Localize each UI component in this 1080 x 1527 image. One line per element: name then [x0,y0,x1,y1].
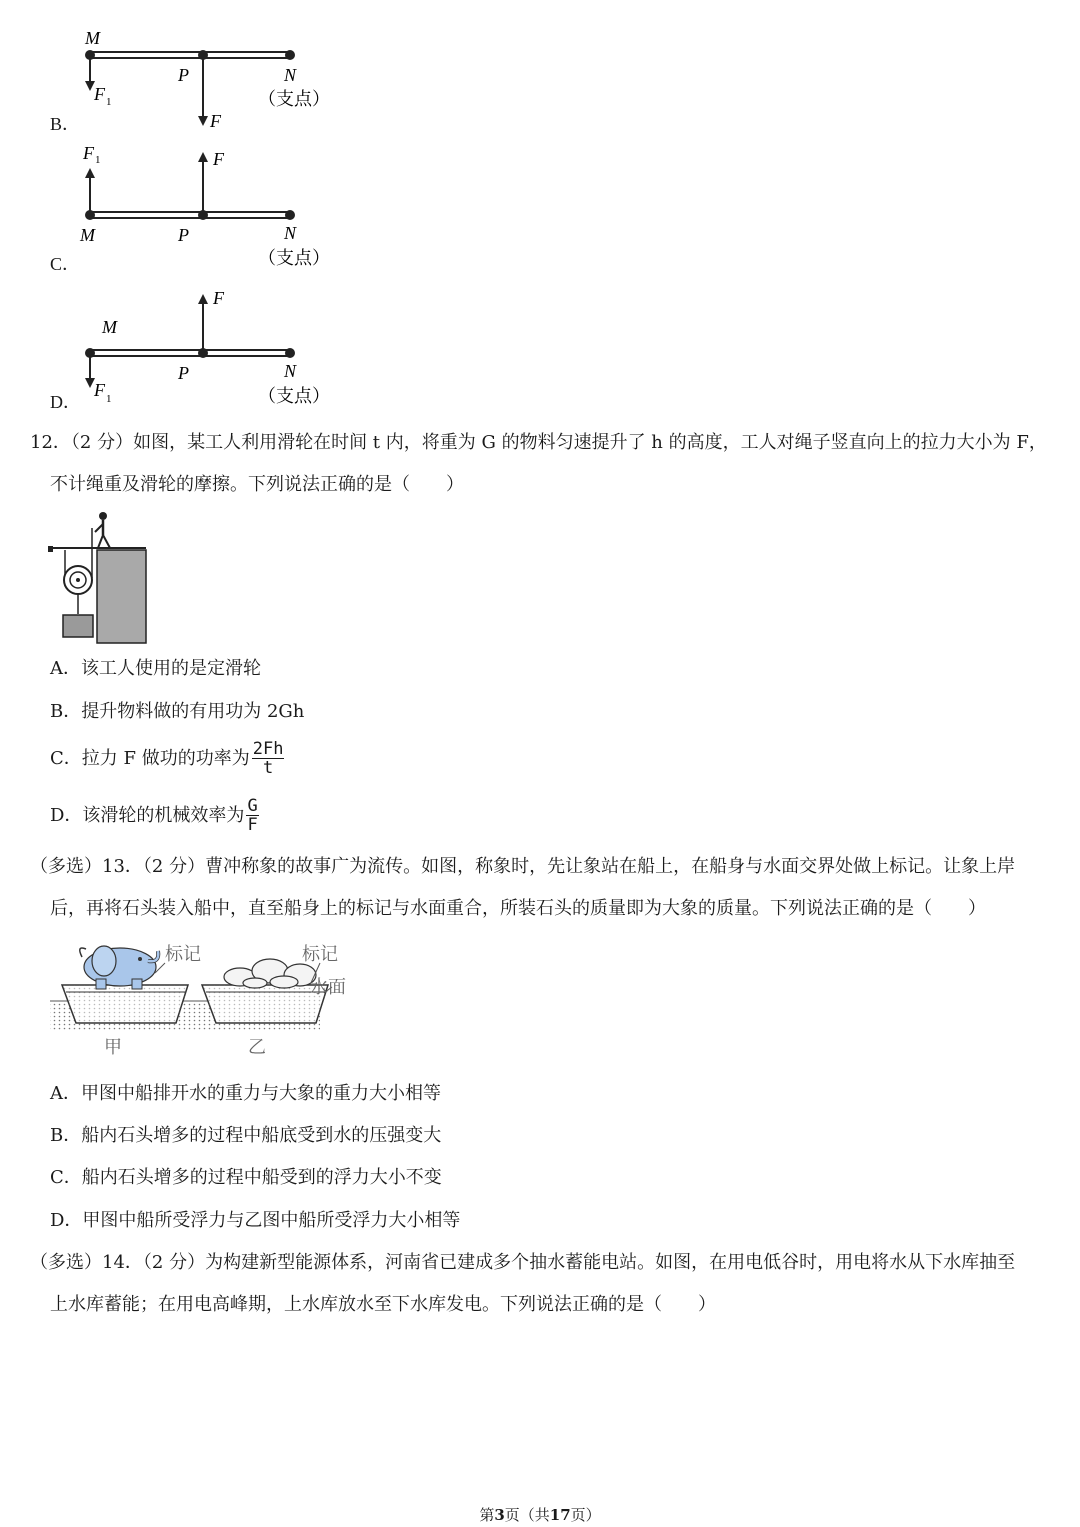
label-n: N [284,65,297,85]
q13-option-a: A．甲图中船排开水的重力与大象的重力大小相等 [50,1083,441,1104]
q12-option-a: A．该工人使用的是定滑轮 [50,658,261,679]
lever-diagram-d [70,282,340,412]
q13-stem-line2: 后，再将石头装入船中，直至船身上的标记与水面重合，所装石头的质量即为大象的质量。下列说法正确的是（ ） [50,898,986,919]
lever-diagram-b [70,25,340,135]
option-d-letter: D． [50,392,81,412]
svg-text:F: F [213,149,224,169]
svg-text:N: N [284,361,297,381]
option-b-letter: B． [50,114,81,134]
fraction-2fh-over-t: $\frac{2Fh}{t}$ [252,739,284,778]
mark-label-1: 标记 [165,944,201,964]
elephant-boat-figure [48,935,358,1060]
q13-option-d: D．甲图中船所受浮力与乙图中船所受浮力大小相等 [50,1210,461,1231]
svg-text:M: M [102,317,117,337]
q12-stem-line1: 12．（2 分）如图，某工人利用滑轮在时间 t 内，将重为 G 的物料匀速提升了 h 的高度，工人对绳子竖直向上的拉力大小为 F， [30,432,1047,453]
label-m: M [85,28,100,48]
svg-text:F: F [94,380,105,400]
water-surface-label: 水面 [310,977,346,997]
q12-option-c: C．拉力 F 做功的功率为 $\frac{2Fh}{t}$ [50,739,284,778]
q13-stem-line1: （多选）13．（2 分）曹冲称象的故事广为流传。如图，称象时，先让象站在船上，在船身与水面交界处做上标记。让象上岸 [30,856,1016,877]
label-p: P [178,65,189,85]
svg-text:F: F [213,288,224,308]
mark-label-2: 标记 [302,944,338,964]
label-pivot: （支点） [258,89,330,109]
svg-text:N: N [284,223,297,243]
label-f: F [210,111,221,131]
svg-text:（支点）: （支点） [258,248,330,268]
label-f1-sub: 1 [106,96,112,108]
label-f1: F [94,84,105,104]
q12-stem-line2: 不计绳重及滑轮的摩擦。下列说法正确的是（ ） [50,474,464,495]
page-footer: 第3页（共17页） [479,1506,601,1524]
svg-text:M: M [80,225,95,245]
svg-text:F: F [83,143,94,163]
svg-text:P: P [178,363,189,383]
lever-diagram-c [70,140,340,275]
label-jia: 甲 [104,1037,122,1057]
svg-text:1: 1 [95,154,101,166]
fraction-g-over-f: $\frac{G}{F}$ [247,796,258,835]
page-number: 3 [494,1506,505,1524]
svg-text:P: P [178,225,189,245]
q13-option-c: C．船内石头增多的过程中船受到的浮力大小不变 [50,1167,442,1188]
q12-option-d: D．该滑轮的机械效率为 $\frac{G}{F}$ [50,796,258,835]
svg-text:1: 1 [106,393,112,405]
page-total: 17 [549,1506,571,1524]
q14-stem-line2: 上水库蓄能；在用电高峰期，上水库放水至下水库发电。下列说法正确的是（ ） [50,1294,716,1315]
pulley-figure [48,508,158,648]
svg-text:（支点）: （支点） [258,386,330,406]
q12-option-b: B．提升物料做的有用功为 2Gh [50,701,305,722]
q13-option-b: B．船内石头增多的过程中船底受到水的压强变大 [50,1125,442,1146]
label-yi: 乙 [248,1037,266,1057]
option-c-letter: C． [50,254,81,274]
q14-stem-line1: （多选）14．（2 分）为构建新型能源体系，河南省已建成多个抽水蓄能电站。如图，在用电低谷时，用电将水从下水库抽至 [30,1252,1016,1273]
